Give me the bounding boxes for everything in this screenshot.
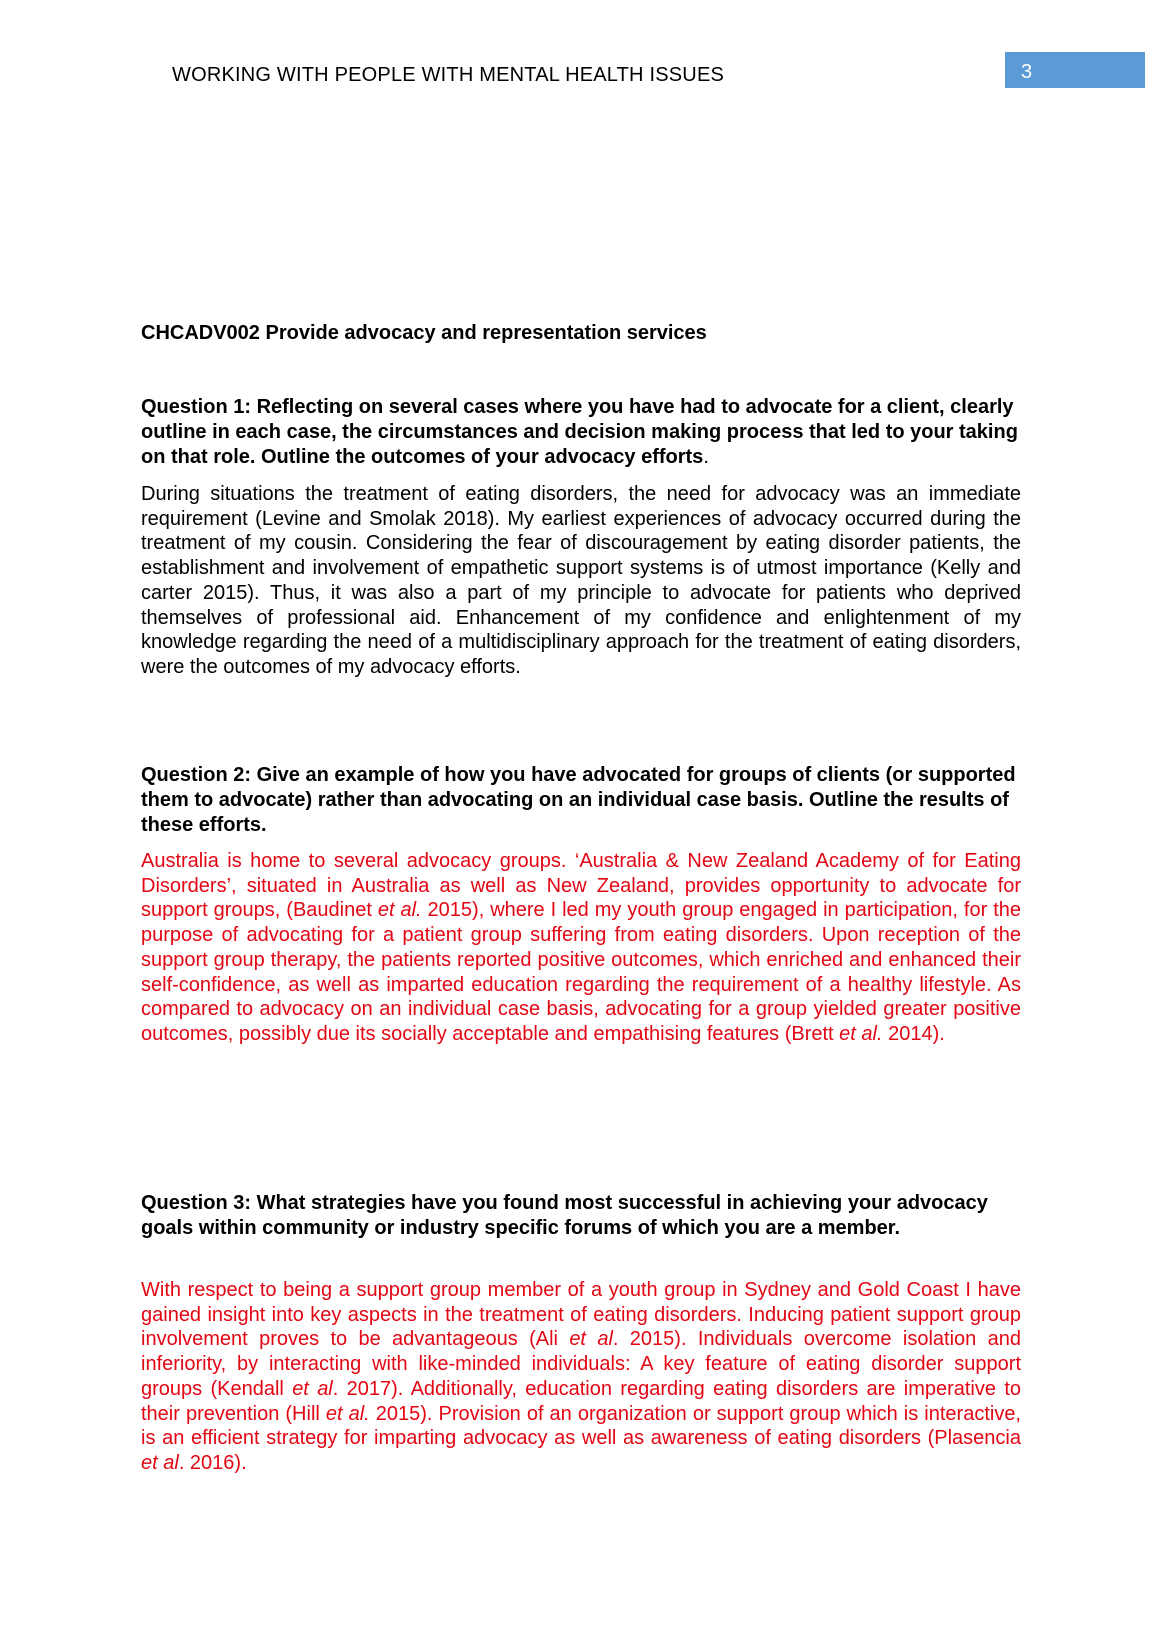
answer-2-text: 2015), where I led my youth group engaged in participation, for the purpose of advocating for a patient group suffering from eating disorders. Upon reception of the support group therapy, the patients reported positive outcomes, which enriched and enhanced their self-confidence, as well as imparted education regarding the requirement of a healthy lifestyle. As compared to advocacy on an individual case basis, advocating for a group yielded greater positive outcomes, possibly due its socially acceptable and empathising features (Brett (141, 899, 1022, 1045)
answer-3 (141, 1278, 1021, 1476)
running-head: WORKING WITH PEOPLE WITH MENTAL HEALTH ISSUES (172, 64, 725, 86)
question-2: Question 2: Give an example of how you have advocated for groups of clients (or supported them to advocate) rather than advocating on an individual case basis. Outline the results of these efforts. (141, 764, 1016, 836)
answer-2 (141, 849, 1021, 1047)
answer-3-citation-italic: et al (292, 1377, 333, 1400)
answer-3-citation-italic: et al (141, 1451, 179, 1474)
answer-2-citation-italic: et al. (839, 1022, 883, 1045)
question-3: Question 3: What strategies have you found most successful in achieving your advocacy goals within community or industry specific forums of which you are a member. (141, 1192, 988, 1239)
unit-title: CHCADV002 Provide advocacy and representation services (141, 322, 707, 344)
answer-1 (141, 482, 1021, 680)
answer-1-text: During situations the treatment of eating disorders, the need for advocacy was an immediate requirement (Levine and Smolak 2018). My earliest experiences of advocacy occurred during the treatment of my cousin. Considering the fear of discouragement by eating disorder patients, the establishment and involvement of empathetic support systems is of utmost importance (Kelly and carter 2015). Thus, it was also a part of my principle to advocate for patients who deprived themselves of professional aid. Enhancement of my confidence and enlightenment of my knowledge regarding the need of a multidisciplinary approach for the treatment of eating disorders, were the outcomes of my advocacy efforts. (141, 483, 1021, 678)
answer-3-text: . 2016). (178, 1451, 247, 1474)
answer-3-citation-italic: et al (569, 1328, 613, 1351)
answer-2-citation-italic: et al. (377, 899, 422, 922)
question-1 (141, 395, 1021, 470)
answer-2-text: Australia is home to several advocacy groups. ‘Australia & New Zealand Academy of for Eating Disorders’, situated in Australia as well as New Zealand, provides opportunity to advocate for support groups, (Baudinet (141, 850, 1021, 922)
answer-3-text: . 2017). Additionally, education regarding eating disorders are imperative to their prevention (Hill (141, 1377, 1022, 1425)
question-1-text: Question 1: Reflecting on several cases where you have had to advocate for a client, clearly outline in each case, the circumstances and decision making process that led to your taking on that role. Outline the outcomes of your advocacy efforts (141, 396, 1018, 468)
page-number-badge: 3 (1005, 52, 1145, 88)
answer-3-text: 2015). Provision of an organization or support group which is interactive, is an efficient strategy for imparting advocacy as well as awareness of eating disorders (Plasencia (141, 1402, 1021, 1450)
answer-3-text: . 2015). Individuals overcome isolation and inferiority, by interacting with like-minded individuals: A key feature of eating disorder support groups (Kendall (141, 1328, 1021, 1400)
question-1-tail: . (703, 446, 709, 468)
answer-3-citation-italic: et al. (325, 1402, 370, 1425)
answer-3-text: With respect to being a support group member of a youth group in Sydney and Gold Coast I have gained insight into key aspects in the treatment of eating disorders. Inducing patient support group involvement proves to be advantageous (Ali (141, 1279, 1021, 1351)
answer-2-text: 2014). (882, 1022, 945, 1045)
